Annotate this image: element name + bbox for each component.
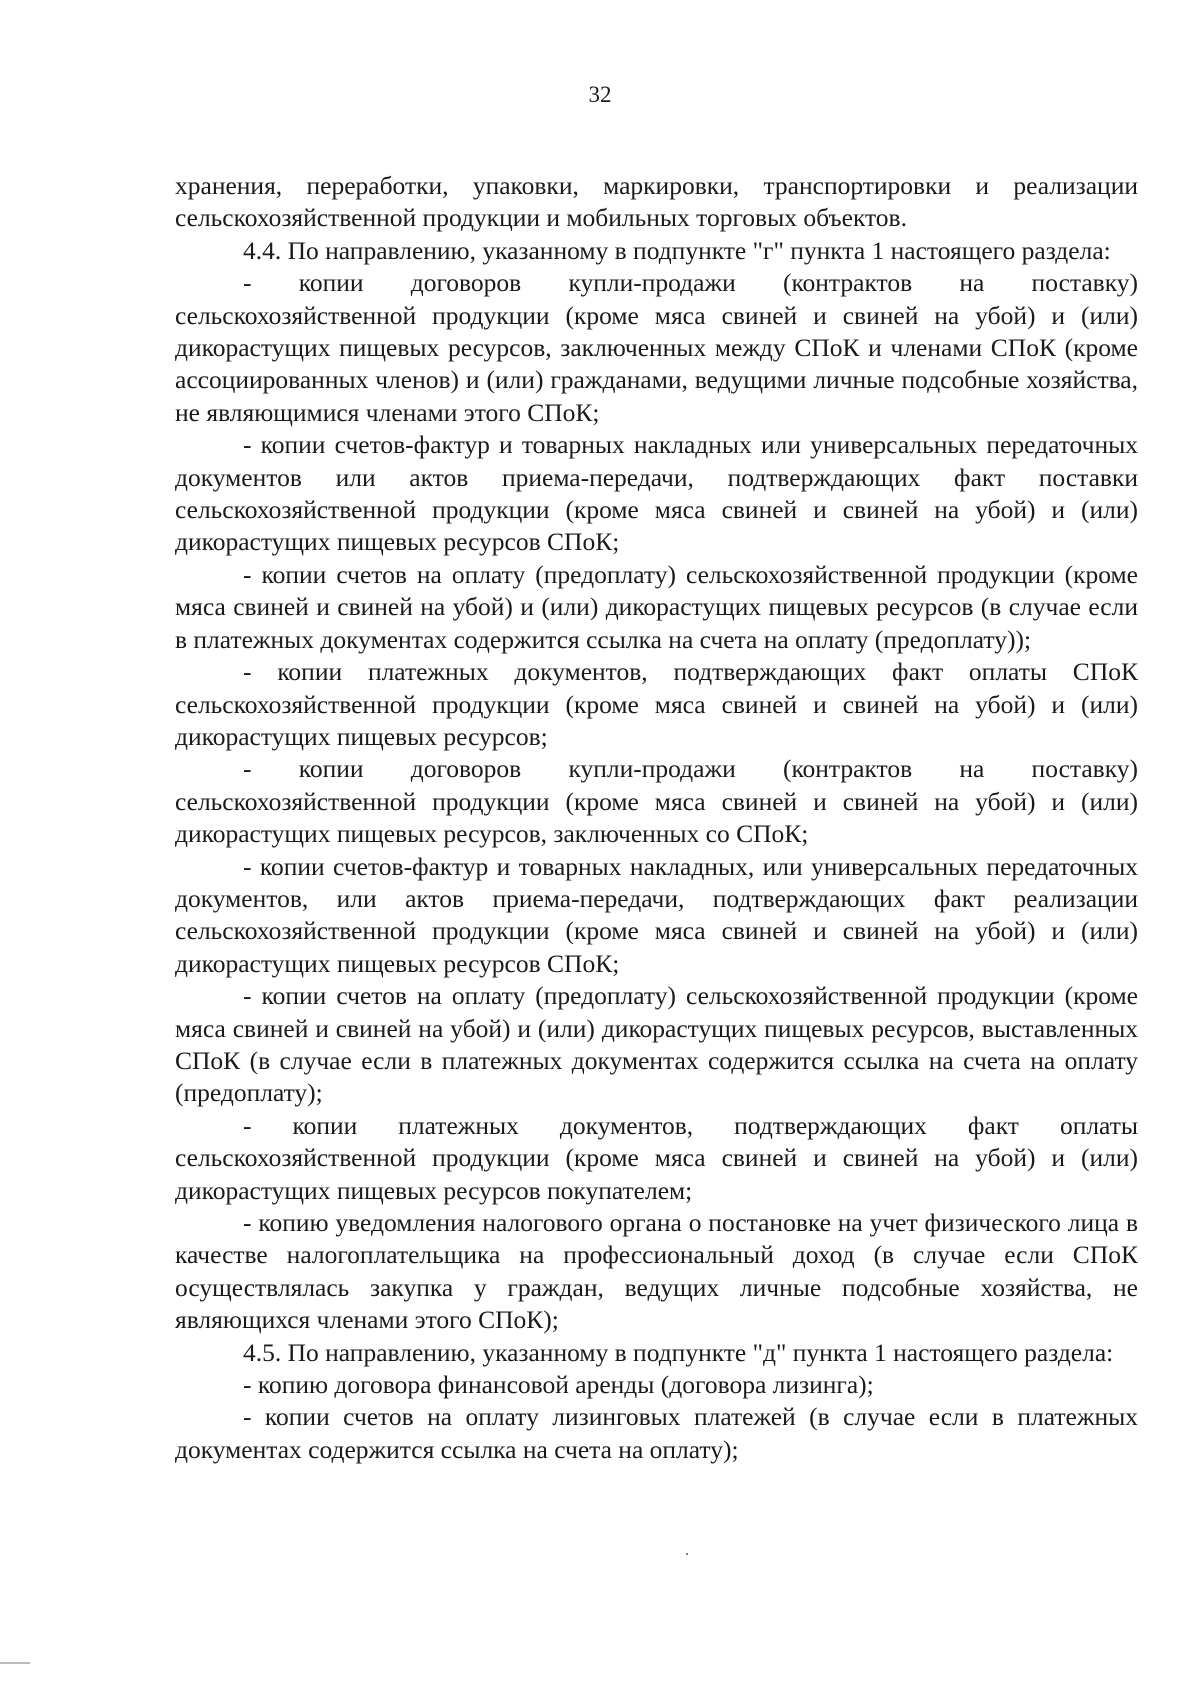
page-number: 32 <box>588 82 612 107</box>
section-heading-4-4: 4.4. По направлению, указанному в подпункте "г" пункта 1 настоящего раздела: <box>243 235 1111 265</box>
list-item: - копию договора финансовой аренды (договора лизинга); <box>243 1370 874 1400</box>
list-item: - копии счетов на оплату (предоплату) сельскохозяйственной продукции (кроме мяса свиней и свиней на убой) и (или) дикорастущих пищевых ресурсов, выставленных СПоК (в случае если в платежных документах содержится ссылка на счета на оплату (предоплату); <box>175 981 1138 1108</box>
scan-speck <box>686 1553 688 1555</box>
list-item: - копии счетов на оплату (предоплату) сельскохозяйственной продукции (кроме мяса свиней и свиней на убой) и (или) дикорастущих пищевых ресурсов (в случае если в платежных документах содержится ссылка на счета на оплату (предоплату)); <box>175 559 1138 654</box>
list-item: - копии платежных документов, подтверждающих факт оплаты сельскохозяйственной продукции (кроме мяса свиней и свиней на убой) и (или) дикорастущих пищевых ресурсов покупателем; <box>175 1110 1138 1205</box>
list-item: - копии счетов-фактур и товарных накладных или универсальных передаточных документов или актов приема-передачи, подтверждающих факт поставки сельскохозяйственной продукции (кроме мяса свиней и свиней на убой) и (или) дикорастущих пищевых ресурсов СПоК; <box>175 430 1138 557</box>
list-item: - копии платежных документов, подтверждающих факт оплаты СПоК сельскохозяйственной продукции (кроме мяса свиней и свиней на убой) и (или) дикорастущих пищевых ресурсов; <box>175 657 1138 751</box>
list-item: - копии договоров купли-продажи (контрактов на поставку) сельскохозяйственной продукции (кроме мяса свиней и свиней на убой) и (или) дикорастущих пищевых ресурсов, заключенных между СПоК и членами СПоК (кроме ассоциированных членов) и (или) гражданами, ведущими личные подсобные хозяйства, не являющимися членами этого СПоК; <box>175 268 1138 427</box>
list-item: - копии счетов-фактур и товарных накладных, или универсальных передаточных документов, или актов приема-передачи, подтверждающих факт реализации сельскохозяйственной продукции (кроме мяса свиней и свиней на убой) и (или) дикорастущих пищевых ресурсов СПоК; <box>175 851 1138 978</box>
list-item: - копии счетов на оплату лизинговых платежей (в случае если в платежных документах содержится ссылка на счета на оплату); <box>175 1402 1138 1464</box>
list-item: - копии договоров купли-продажи (контрактов на поставку) сельскохозяйственной продукции (кроме мяса свиней и свиней на убой) и (или) дикорастущих пищевых ресурсов, заключенных со СПоК; <box>175 754 1138 849</box>
paragraph-continuation: хранения, переработки, упаковки, маркировки, транспортировки и реализации сельскохозяйственной продукции и мобильных торговых объектов. <box>175 171 1138 233</box>
scan-edge-mark <box>0 1662 30 1664</box>
section-heading-4-5: 4.5. По направлению, указанному в подпункте "д" пункта 1 настоящего раздела: <box>243 1337 1114 1367</box>
document-body <box>175 170 1138 1466</box>
list-item: - копию уведомления налогового органа о постановке на учет физического лица в качестве налогоплательщика на профессиональный доход (в случае если СПоК осуществлялась закупка у граждан, ведущих личные подсобные хозяйства, не являющихся членами этого СПоК); <box>175 1208 1138 1335</box>
